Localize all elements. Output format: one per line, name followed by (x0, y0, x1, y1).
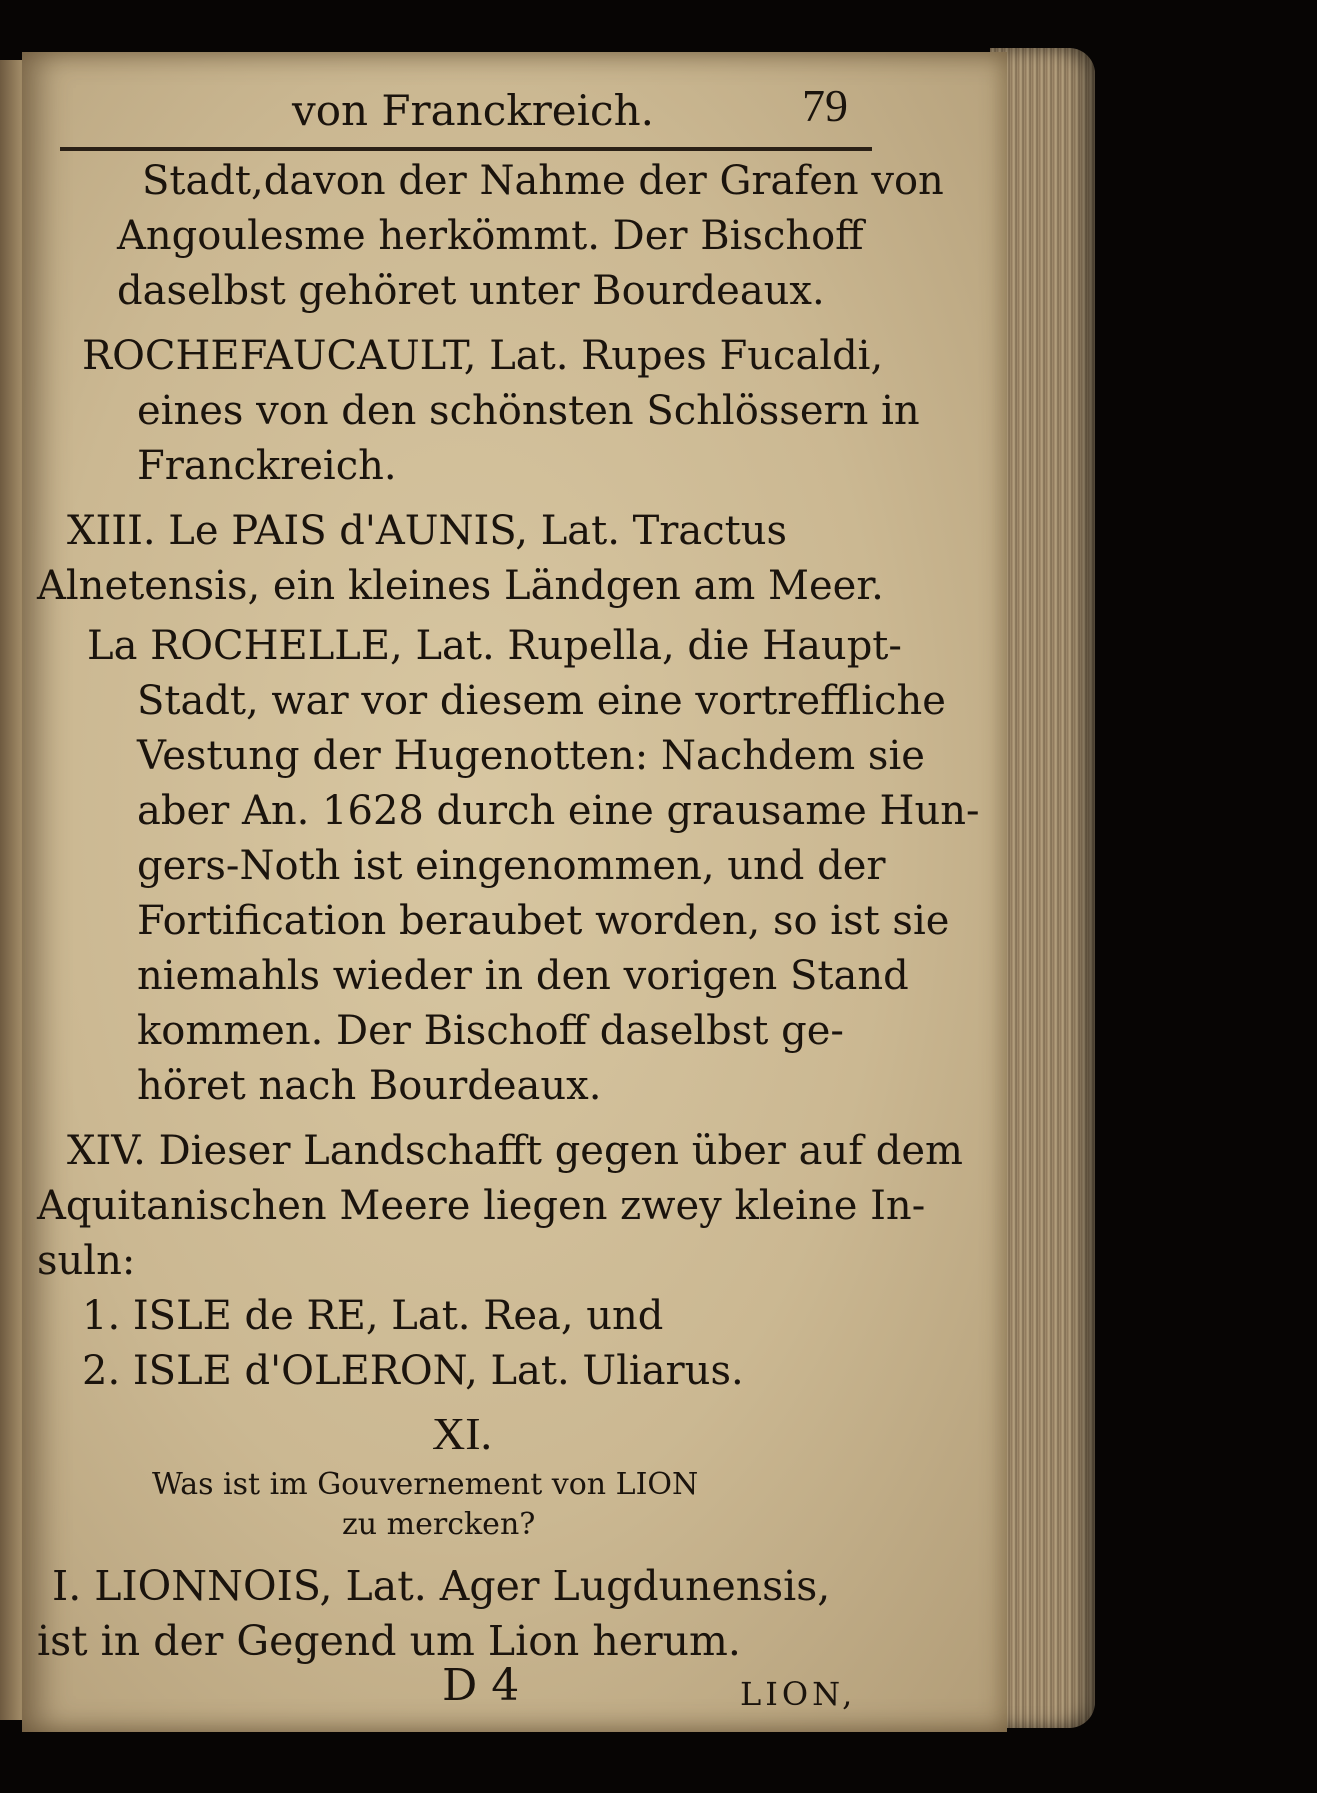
running-head: von Franckreich. (292, 86, 654, 135)
text-line: XIV. Dieser Landschafft gegen über auf dem (67, 1128, 963, 1174)
text-line: suln: (37, 1238, 136, 1284)
text-line: kommen. Der Bischoff daselbst ge- (137, 1008, 844, 1054)
list-item: 2. ISLE d'OLERON, Lat. Uliarus. (82, 1348, 744, 1394)
text-line: daselbst gehöret unter Bourdeaux. (117, 268, 825, 314)
text-line: Angoulesme herkömmt. Der Bischoff (117, 213, 864, 259)
text-line: höret nach Bourdeaux. (137, 1063, 602, 1109)
text-line: gers-Noth ist eingenommen, und der (137, 843, 886, 889)
text-line: eines von den schönsten Schlössern in (137, 388, 920, 434)
text-line: Fortification beraubet worden, so ist sie (137, 898, 950, 944)
text-line: Stadt,davon der Nahme der Grafen von (142, 158, 944, 204)
text-line: Vestung der Hugenotten: Nachdem sie (137, 733, 925, 779)
text-line: Franckreich. (137, 443, 397, 489)
text-line: aber An. 1628 durch eine grausame Hun- (137, 788, 980, 834)
section-question: Was ist im Gouvernement von LION (152, 1467, 699, 1502)
text-line: ROCHEFAUCAULT, Lat. Rupes Fucaldi, (82, 333, 884, 379)
section-question: zu mercken? (342, 1507, 536, 1542)
text-line: ist in der Gegend um Lion herum. (37, 1617, 741, 1665)
book-page (22, 52, 1007, 1732)
text-line: niemahls wieder in den vorigen Stand (137, 953, 909, 999)
text-line: Stadt, war vor diesem eine vortreffliche (137, 678, 946, 724)
header-rule (60, 147, 872, 151)
text-line: I. LIONNOIS, Lat. Ager Lugdunensis, (52, 1562, 831, 1610)
signature-mark: D 4 (442, 1660, 520, 1711)
text-line: La ROCHELLE, Lat. Rupella, die Haupt- (87, 623, 902, 669)
text-line: Aquitanischen Meere liegen zwey kleine In- (37, 1183, 926, 1229)
section-heading-numeral: XI. (432, 1408, 493, 1459)
text-line: Alnetensis, ein kleines Ländgen am Meer. (37, 563, 884, 609)
catchword: LION, (740, 1675, 857, 1713)
text-line: XIII. Le PAIS d'AUNIS, Lat. Tractus (67, 508, 788, 554)
page-number: 79 (802, 80, 848, 131)
list-item: 1. ISLE de RE, Lat. Rea, und (82, 1293, 664, 1339)
